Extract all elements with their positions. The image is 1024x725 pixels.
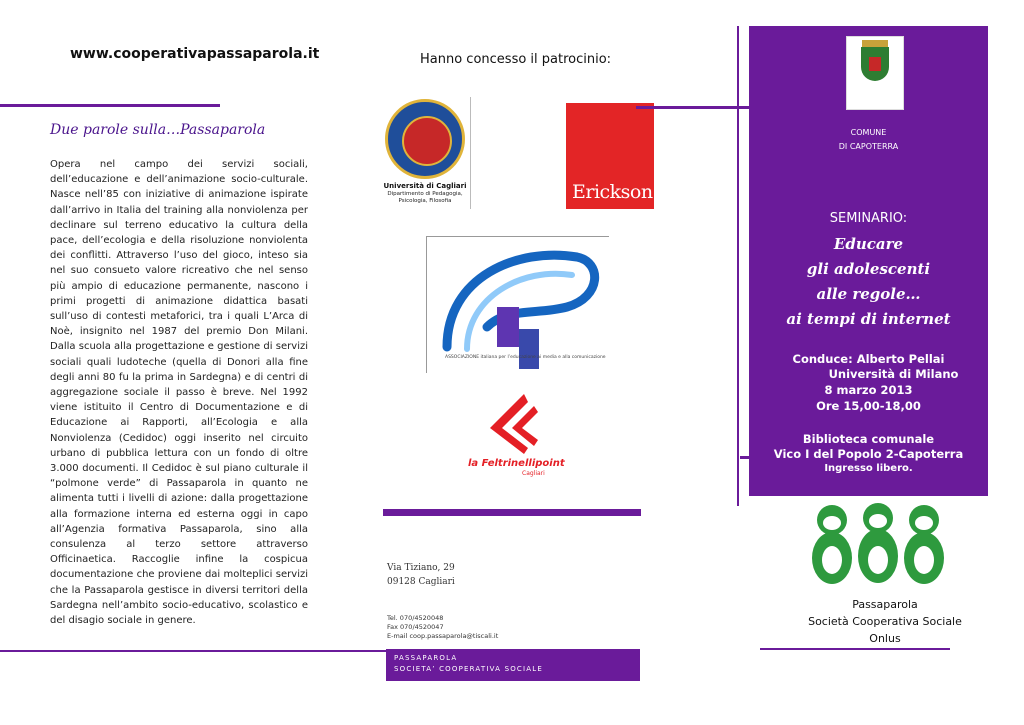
- contact-block: [387, 614, 498, 641]
- venue-name: Biblioteca comunale: [802, 432, 935, 446]
- email-text[interactable]: E-mail coop.passaparola@tiscali.it: [387, 632, 499, 640]
- divider-bar: [383, 509, 641, 516]
- entry-note: Ingresso libero.: [824, 463, 913, 474]
- three-monkeys-logo-icon: [808, 500, 948, 596]
- feltrinelli-city: Cagliari: [522, 470, 545, 477]
- feltrinelli-name: la Feltrinellipoint: [468, 458, 565, 469]
- footer-line2: SOCIETA’ COOPERATIVA SOCIALE: [394, 665, 543, 673]
- divider-line: [636, 106, 750, 109]
- capoterra-coat-of-arms-icon: [846, 36, 904, 110]
- seminar-time: Ore 15,00-18,00: [816, 399, 921, 413]
- seminar-label: SEMINARIO:: [829, 211, 908, 226]
- divider-line: [0, 104, 220, 107]
- med-logo: [426, 236, 609, 373]
- erickson-logo: [566, 103, 654, 209]
- divider-line: [769, 26, 771, 494]
- med-association-text: ASSOCIAZIONE italiana per l’educazione ai media e alla comunicazione: [445, 355, 606, 360]
- divider-line: [760, 648, 950, 650]
- university-cagliari-logo: [380, 97, 471, 209]
- website-url[interactable]: www.cooperativapassaparola.it: [70, 46, 320, 62]
- venue-address: Vico I del Popolo 2-Capoterra: [773, 447, 964, 461]
- seminar-title-line: ai tempi di internet: [786, 310, 951, 328]
- erickson-wordmark: Erickson: [572, 181, 653, 203]
- seminar-title-line: gli adolescenti: [806, 260, 931, 278]
- feltrinelli-logo: [466, 392, 572, 478]
- med-emblem-icon: [427, 237, 609, 373]
- speaker-text: Conduce: Alberto Pellai: [792, 352, 945, 366]
- footer-line1: PASSAPAROLA: [394, 654, 458, 662]
- speaker-university: Università di Milano: [828, 367, 959, 381]
- about-text: Opera nel campo dei servizi sociali, dell’educazione e dell’animazione socio-culturale. Nasce nell’85 con iniziative di animazione ispirate dall’arrivo in Italia del training alla nonviolenza per declinare sul terreno educativo la cultura della pace, dell’ecologia e della risoluzione nonviolenta dei conflitti. Attraverso l’uso del gioco, inteso sia nel suo consueto valore ricreativo che nel senso più ampio di educazione permanente, nascono i primi progetti di animazione didattica basati sull’uso di contesti metaforici, tra i quali L’Arca di Noè, insignito nel 1987 del premio Don Milani. Dalla scuola alla progettazione e gestione di servizi sociali quali ludoteche (quella di Donori alla fine degli anni 80 fu la prima in Sardegna) e di centri di aggregazione sociale il passo è breve. Nel 1992 viene istituito il Centro di Documentazione e di Educazione ai Rapporti, all’Ecologia e alla Nonviolenza (Cedidoc) oggi inserito nel circuito urbano di pubblica lettura con un fondo di oltre 3.000 documenti. Il Cedidoc è sul piano culturale il “polmone verde” di Passaparola in quanto ne alimenta tutti i livelli di azione: dalla progettazione alla formazione interna ed esterna oggi in capo all’Agenzia formativa Passaparola, sino alla consulenza al terzo settore attraverso Officinaetica. Raccoglie infine la cospicua documentazione che proviene dai molteplici servizi che la Passaparola gestisce in diversi territori della Sardegna nell’ambito socio-educativo, scolastico e del disagio sociale in genere.: [50, 159, 308, 627]
- university-name: Università di Cagliari: [383, 182, 467, 190]
- address-block: Via Tiziano, 29 09128 Cagliari: [387, 563, 455, 587]
- seminar-title-line: alle regole…: [816, 285, 921, 303]
- about-title: Due parole sulla…Passaparola: [50, 122, 266, 138]
- seminar-title-line: Educare: [833, 235, 904, 253]
- divider-line: [737, 26, 739, 506]
- divider-line: [740, 456, 752, 459]
- university-department: Dipartimento di Pedagogia, Psicologia, Filosofia: [387, 191, 463, 204]
- university-seal-icon: [385, 99, 465, 179]
- seminar-panel: [749, 26, 988, 496]
- comune-label: COMUNE DI CAPOTERRA: [838, 128, 899, 151]
- divider-line: [0, 650, 386, 652]
- feltrinelli-arrow-icon: [466, 392, 572, 458]
- organization-name: Passaparola Società Cooperativa Sociale Onlus: [808, 598, 962, 645]
- phone-text: Tel. 070/4520048: [387, 614, 444, 622]
- fax-text: Fax 070/4520047: [387, 623, 444, 631]
- footer-bar: [386, 649, 640, 681]
- seminar-date: 8 marzo 2013: [824, 383, 913, 397]
- patronage-heading: Hanno concesso il patrocinio:: [420, 52, 612, 67]
